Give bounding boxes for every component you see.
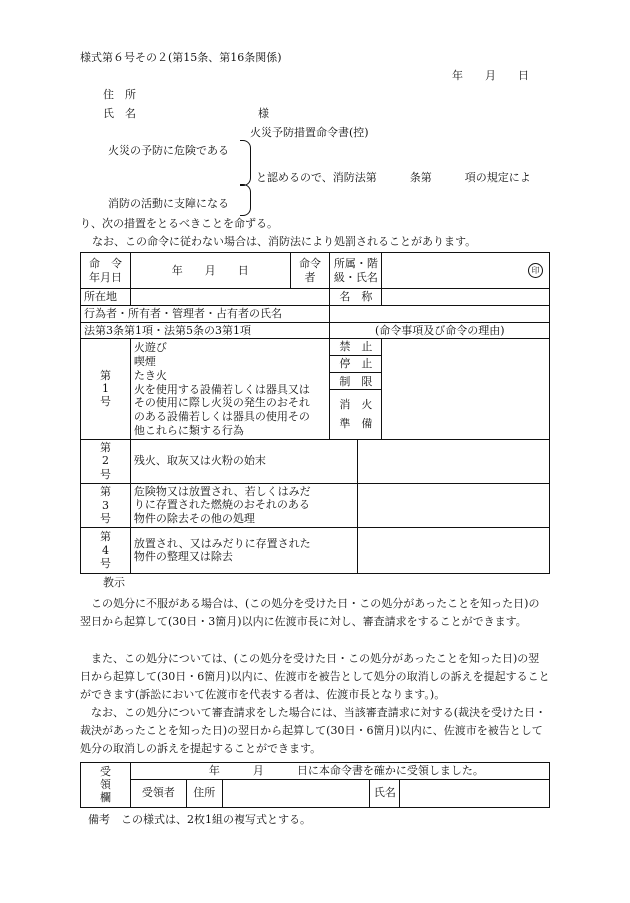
action-extinguish-prepare: 消 火 準 備 xyxy=(330,390,382,439)
item1-reason xyxy=(382,339,550,439)
item4-label: 第 4 号 xyxy=(81,527,131,573)
receiver-name-label: 氏名 xyxy=(370,779,400,807)
location-value xyxy=(130,289,330,306)
receiver-label: 受領者 xyxy=(130,779,186,807)
intro-danger-fire: 火災の予防に危険である xyxy=(108,144,229,157)
action-stop: 停 止 xyxy=(330,356,382,373)
notice-heading: 教示 xyxy=(103,576,125,589)
reason-label: (命令事項及び命令の理由) xyxy=(330,322,550,339)
affiliation-label: 所属・階 級・氏名 xyxy=(330,253,382,289)
item1-text: 火遊び 喫煙 たき火 火を使用する設備若しくは器具又は その使用に際し火災の発生のおそれ のある設備若しくは器具の使用その 他これらに類する行為 xyxy=(130,339,330,439)
seal-mark: 印 xyxy=(528,263,543,278)
receiver-address-value xyxy=(222,779,370,807)
parties-value xyxy=(330,305,550,322)
address-label: 住 所 xyxy=(103,88,136,101)
receiver-address-label: 住所 xyxy=(186,779,222,807)
facility-name-label: 名 称 xyxy=(330,289,382,306)
item4-text: 放置され、又はみだりに存置された 物件の整理又は除去 xyxy=(130,527,358,573)
item2-text: 残火、取灰又は火粉の始末 xyxy=(130,439,358,483)
action-prohibit: 禁 止 xyxy=(330,339,382,356)
order-date-label: 命 令 年月日 xyxy=(81,253,131,289)
item3-label: 第 3 号 xyxy=(81,483,131,527)
parties-label: 行為者・所有者・管理者・占有者の氏名 xyxy=(81,305,330,322)
remarks: 備考 この様式は、2枚1組の複写式とする。 xyxy=(88,813,311,826)
form-number: 様式第６号その２(第15条、第16条関係) xyxy=(80,51,282,64)
honorific: 様 xyxy=(258,107,269,120)
intro-line2: り、次の措置をとるべきことを命ずる。 xyxy=(80,217,278,230)
receiver-name-value xyxy=(400,779,550,807)
item1-label: 第 1 号 xyxy=(81,339,131,439)
notice-paragraph-3: なお、この処分について審査請求をした場合には、当該審査請求に対する(裁決を受けた日・裁決があったことを知った日)の翌日から起算して(30日・6箇月)以内に、佐渡市を被告として処分の取消しの訴えを提起することができます。 xyxy=(80,706,547,755)
item4-reason xyxy=(358,527,550,573)
order-table xyxy=(80,252,550,574)
location-label: 所在地 xyxy=(81,289,131,306)
brace-decoration xyxy=(240,140,251,186)
item3-reason xyxy=(358,483,550,527)
item2-label: 第 2 号 xyxy=(81,439,131,483)
item2-reason xyxy=(358,439,550,483)
intro-danger-fight: 消防の活動に支障になる xyxy=(108,197,229,210)
name-label: 氏 名 xyxy=(103,107,136,120)
law-label: 法第3条第1項・法第5条の3第1項 xyxy=(81,322,330,339)
receipt-label: 受 領 欄 xyxy=(81,763,131,808)
facility-name-value xyxy=(382,289,550,306)
notice-paragraph-1: この処分に不服がある場合は、(この処分を受けた日・この処分があったことを知った日)の翌日から起算して(30日・3箇月)以内に佐渡市長に対し、審査請求をすることができます。 xyxy=(80,597,540,628)
intro-recognized: と認めるので、消防法第 条第 項の規定によ xyxy=(256,171,531,184)
seal-cell xyxy=(382,253,550,289)
receipt-table xyxy=(80,762,550,808)
intro-line3: なお、この命令に従わない場合は、消防法により処罰されることがあります。 xyxy=(92,235,477,248)
order-date-value: 年 月 日 xyxy=(130,253,290,289)
notice-paragraph-2: また、この処分については、(この処分を受けた日・この処分があったことを知った日)の翌日から起算して(30日・6箇月)以内に、佐渡市を被告として処分の取消しの訴えを提起することができます(訴訟において佐渡市を代表する者は、佐渡市長となります。)。 xyxy=(80,652,550,701)
document-title: 火災予防措置命令書(控) xyxy=(250,126,369,139)
item3-text: 危険物又は放置され、若しくはみだ りに存置された燃焼のおそれのある 物件の除去その他の処理 xyxy=(130,483,358,527)
brace-decoration xyxy=(240,184,251,216)
action-restrict: 制 限 xyxy=(330,373,382,390)
receipt-statement: 年 月 日に本命令書を確かに受領しました。 xyxy=(130,763,549,780)
date-line: 年 月 日 xyxy=(452,69,529,82)
issuer-label: 命令者 xyxy=(290,253,330,289)
